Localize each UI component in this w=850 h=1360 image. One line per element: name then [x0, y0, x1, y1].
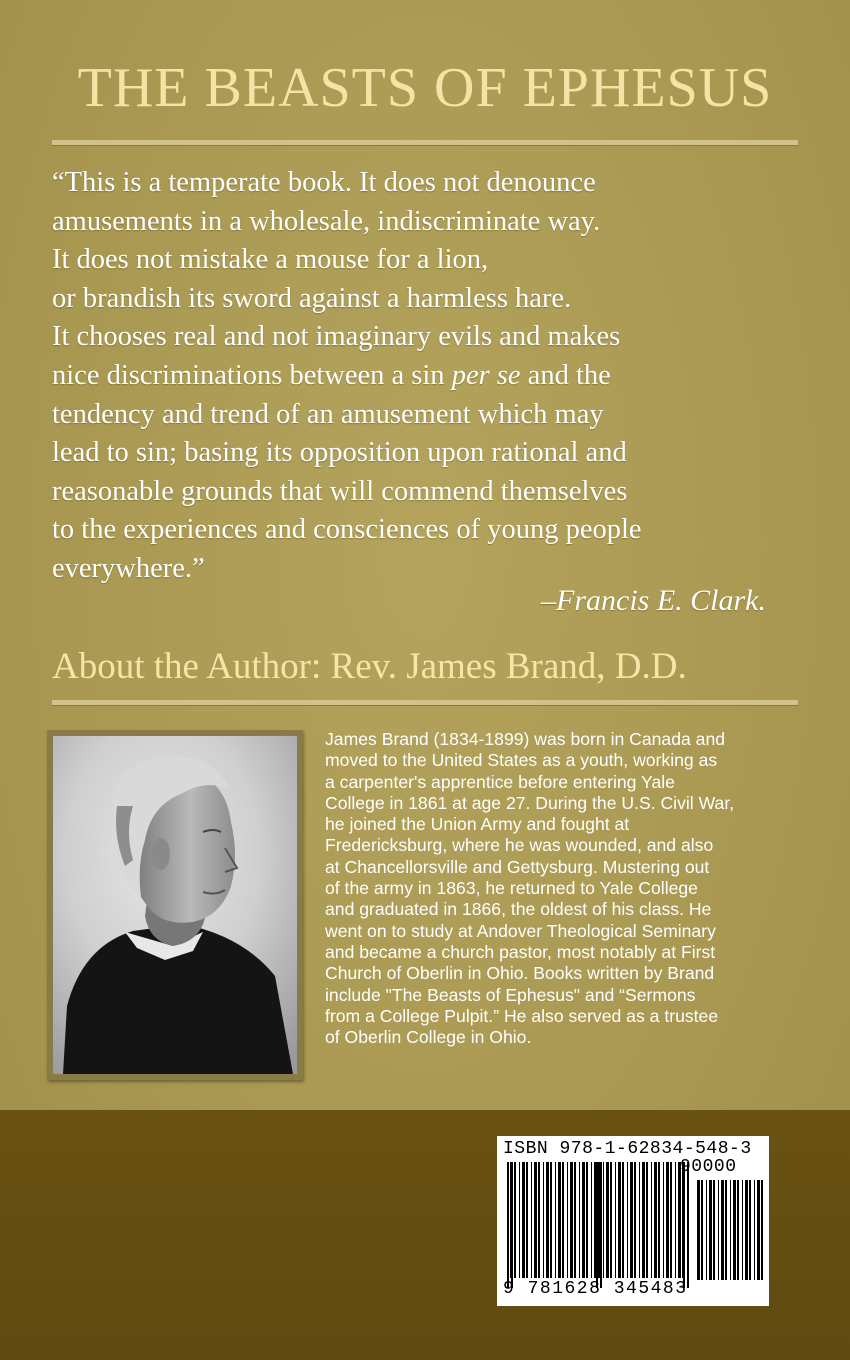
barcode-bar — [709, 1180, 712, 1280]
barcode-bar — [534, 1162, 537, 1278]
barcode-bar — [598, 1162, 600, 1278]
bio-line: from a College Pulpit.” He also served as a trustee — [325, 1005, 719, 1026]
barcode-bar — [666, 1162, 669, 1278]
barcode-bar — [761, 1180, 763, 1280]
quote-line: tendency and trend of an amusement which may — [52, 398, 604, 430]
barcode-guard-bar — [600, 1162, 602, 1288]
divider-top — [52, 140, 798, 145]
barcode-bar — [603, 1162, 604, 1278]
barcode-bar — [670, 1162, 672, 1278]
barcode-bar — [713, 1180, 715, 1280]
barcode-bar — [706, 1180, 707, 1280]
quote-line: lead to sin; basing its opposition upon rational and — [52, 437, 627, 469]
bio-line: and graduated in 1866, the oldest of his class. He — [325, 899, 712, 920]
barcode-bar — [642, 1162, 645, 1278]
barcode-digits: 9 781628 345483 — [503, 1279, 688, 1299]
bio-line: at Chancellorsville and Gettysburg. Mustering out — [325, 856, 710, 877]
barcode-bar — [757, 1180, 760, 1280]
barcode-bar — [522, 1162, 525, 1278]
bio-line: College in 1861 at age 27. During the U.S. Civil War, — [325, 792, 735, 813]
barcode-bar — [606, 1162, 609, 1278]
quote-text: and the — [520, 359, 611, 391]
barcode-bar — [742, 1180, 743, 1280]
bio-line: of Oberlin College in Ohio. — [325, 1027, 532, 1048]
barcode-bar — [701, 1180, 703, 1280]
barcode-guard-bar — [511, 1162, 513, 1288]
endorsement-quote — [52, 164, 812, 589]
bio-line: Fredericksburg, where he was wounded, and also — [325, 835, 714, 856]
quote-line: amusements in a wholesale, indiscriminate way. — [52, 205, 601, 237]
bio-line: he joined the Union Army and fought at — [325, 814, 630, 835]
author-portrait — [53, 736, 297, 1074]
book-title: THE BEASTS OF EPHESUS — [77, 57, 773, 119]
barcode-bar — [654, 1162, 657, 1278]
barcode-bar — [697, 1180, 700, 1280]
barcode-bar — [675, 1162, 676, 1278]
bio-line: James Brand (1834-1899) was born in Canada and — [325, 729, 726, 749]
barcode-bar — [567, 1162, 568, 1278]
barcode-bar — [678, 1162, 681, 1278]
barcode-bar — [618, 1162, 621, 1278]
barcode-bar — [737, 1180, 739, 1280]
bio-line: moved to the United States as a youth, working as — [325, 750, 718, 771]
quote-line: everywhere.” — [52, 552, 205, 584]
barcode-bar — [526, 1162, 528, 1278]
barcode-bar — [627, 1162, 628, 1278]
barcode-bar — [651, 1162, 652, 1278]
barcode-bar — [570, 1162, 573, 1278]
bio-line: include "The Beasts of Ephesus" and “Sermons — [325, 984, 696, 1005]
barcode-bar — [718, 1180, 719, 1280]
barcode-bar — [634, 1162, 636, 1278]
barcode-bar — [558, 1162, 561, 1278]
divider-bottom — [52, 700, 798, 705]
about-author-heading: About the Author: Rev. James Brand, D.D. — [52, 646, 687, 687]
barcode-bar — [579, 1162, 580, 1278]
barcode-bar — [543, 1162, 544, 1278]
barcode-guard-bar — [683, 1162, 685, 1288]
barcode-guard-bar — [596, 1162, 598, 1288]
quote-italic-text: per se — [451, 359, 521, 391]
barcode-guard-bar — [687, 1162, 689, 1288]
barcode-bar — [725, 1180, 727, 1280]
quote-line: “This is a temperate book. It does not denounce — [52, 167, 596, 198]
author-bio — [325, 729, 835, 1048]
bio-line: of the army in 1863, he returned to Yale College — [325, 878, 698, 899]
barcode-bar — [745, 1180, 748, 1280]
quote-line: It does not mistake a mouse for a lion, — [52, 244, 489, 276]
isbn-label: ISBN 978-1-62834-548-3 — [503, 1139, 752, 1159]
barcode-bar — [639, 1162, 640, 1278]
barcode-bar — [658, 1162, 660, 1278]
barcode-guard-bar — [507, 1162, 509, 1288]
barcode-bar — [646, 1162, 648, 1278]
barcode-bar — [555, 1162, 556, 1278]
quote-attribution: –Francis E. Clark. — [541, 584, 766, 617]
bio-line: and became a church pastor, most notably at First — [325, 941, 716, 962]
bio-line: Church of Oberlin in Ohio. Books written by Brand — [325, 963, 715, 984]
barcode-bar — [622, 1162, 624, 1278]
quote-line: reasonable grounds that will commend themselves — [52, 475, 628, 507]
quote-line — [52, 357, 812, 396]
barcode-bar — [615, 1162, 616, 1278]
quote-line: or brandish its sword against a harmless hare. — [52, 282, 572, 314]
isbn-barcode — [497, 1136, 769, 1306]
barcode-bar — [546, 1162, 549, 1278]
bio-line: a carpenter's apprentice before entering Yale — [325, 771, 675, 792]
barcode-bar — [749, 1180, 751, 1280]
barcode-bar — [519, 1162, 520, 1278]
quote-line: to the experiences and consciences of young people — [52, 514, 642, 546]
bio-line: went on to study at Andover Theological Seminary — [325, 920, 716, 941]
barcode-bar — [582, 1162, 585, 1278]
barcode-bar — [754, 1180, 755, 1280]
barcode-bar — [721, 1180, 724, 1280]
barcode-bar — [730, 1180, 731, 1280]
barcode-bar — [733, 1180, 736, 1280]
barcode-bar — [610, 1162, 612, 1278]
barcode-bar — [562, 1162, 564, 1278]
price-code: 90000 — [680, 1157, 737, 1177]
author-photo-frame — [47, 730, 303, 1080]
barcode-bar — [663, 1162, 664, 1278]
barcode-bar — [550, 1162, 552, 1278]
barcode-bar — [586, 1162, 588, 1278]
barcode-bar — [514, 1162, 516, 1278]
quote-line: It chooses real and not imaginary evils and makes — [52, 321, 621, 353]
barcode-bar — [531, 1162, 532, 1278]
quote-text: nice discriminations between a sin — [52, 359, 452, 391]
barcode-bar — [574, 1162, 576, 1278]
barcode-bar — [591, 1162, 592, 1278]
barcode-bar — [538, 1162, 540, 1278]
barcode-bar — [630, 1162, 633, 1278]
